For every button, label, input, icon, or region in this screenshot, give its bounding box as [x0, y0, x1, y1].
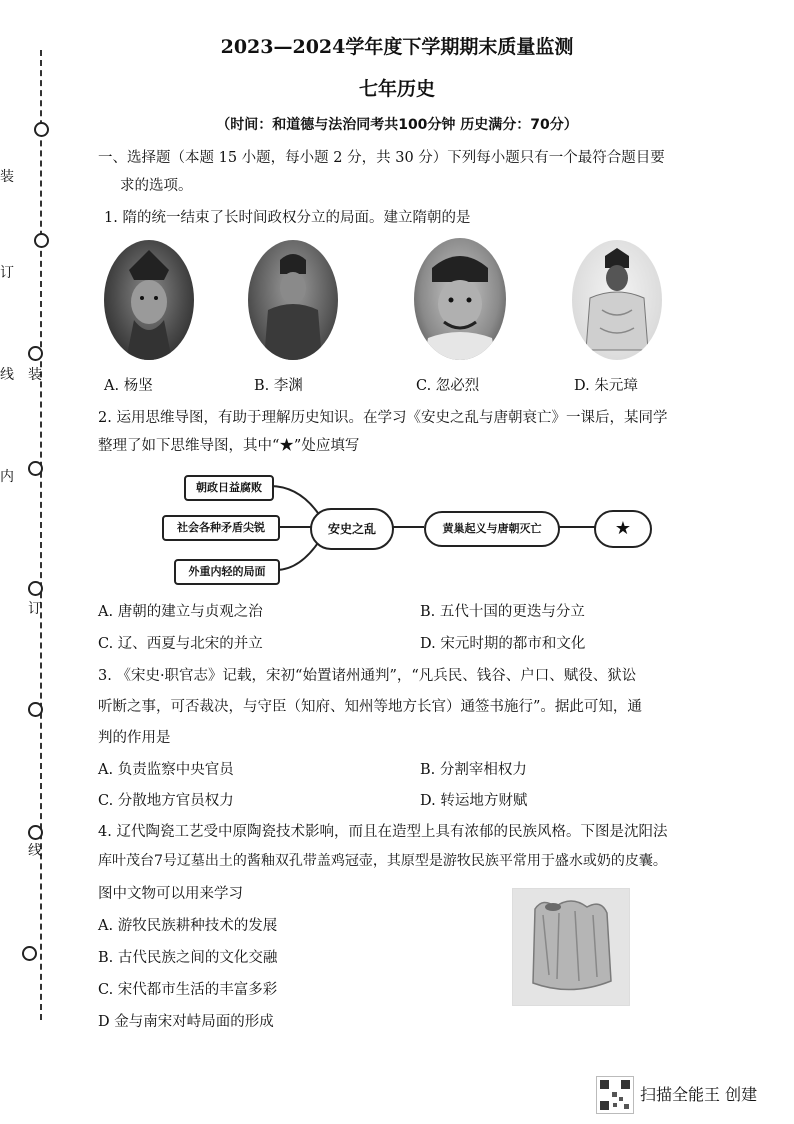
q2-option-d: D. 宋元时期的都市和文化	[420, 636, 586, 652]
margin-label: 装	[28, 367, 42, 383]
scanner-qr-icon	[596, 1076, 634, 1114]
q4-option-d: D 金与南宋对峙局面的形成	[98, 1014, 274, 1030]
q1-option-c: C. 忽必烈	[416, 378, 480, 394]
mind-map-next: 黄巢起义与唐朝灭亡	[424, 511, 560, 547]
q3-option-b: B. 分割宰相权力	[420, 762, 527, 778]
section-intro: 一、选择题（本题 15 小题，每小题 2 分，共 30 分）下列每小题只有一个最符合题目要	[98, 150, 665, 166]
mind-map-star: ★	[594, 510, 652, 548]
margin-label: 内	[0, 469, 14, 485]
section-intro: 求的选项。	[120, 178, 193, 194]
question-1-stem: 1. 隋的统一结束了长时间政权分立的局面。建立隋朝的是	[104, 210, 471, 226]
question-4-stem: 图中文物可以用来学习	[98, 886, 243, 902]
margin-label: 线	[0, 367, 14, 383]
question-2-stem: 2. 运用思维导图，有助于理解历史知识。在学习《安史之乱与唐朝衰亡》一课后，某同学	[98, 410, 668, 426]
q2-option-b: B. 五代十国的更迭与分立	[420, 604, 585, 620]
question-4-stem: 4. 辽代陶瓷工艺受中原陶瓷技术影响，而且在造型上具有浓郁的民族风格。下图是沈阳法	[98, 824, 668, 840]
mind-map-center: 安史之乱	[310, 508, 394, 550]
exam-subject: 七年历史	[358, 78, 435, 100]
footer-watermark-text: 扫描全能王 创建	[640, 1085, 758, 1104]
exam-info: （时间：和道德与法治同考共100分钟 历史满分：70分）	[216, 117, 578, 133]
q2-option-a: A. 唐朝的建立与贞观之治	[98, 604, 263, 620]
q4-option-b: B. 古代民族之间的文化交融	[98, 950, 278, 966]
q3-option-c: C. 分散地方官员权力	[98, 793, 234, 809]
margin-label: 订	[28, 601, 42, 617]
mind-map-cause-3: 外重内轻的局面	[174, 559, 280, 585]
mind-map-cause-1: 朝政日益腐败	[184, 475, 274, 501]
q1-option-b: B. 李渊	[254, 378, 303, 394]
q3-option-a: A. 负责监察中央官员	[98, 762, 234, 778]
question-3-stem: 3. 《宋史·职官志》记载，宋初“始置诸州通判”，“凡兵民、钱谷、户口、赋役、狱讼	[98, 668, 637, 684]
margin-label: 线	[28, 843, 42, 859]
margin-label: 装	[0, 169, 14, 185]
q1-option-a: A. 杨坚	[104, 378, 153, 394]
question-3-stem: 判的作用是	[98, 730, 171, 746]
q4-option-c: C. 宋代都市生活的丰富多彩	[98, 982, 278, 998]
artifact-photo	[512, 888, 630, 1006]
q1-option-d: D. 朱元璋	[574, 378, 638, 394]
q2-option-c: C. 辽、西夏与北宋的并立	[98, 636, 263, 652]
exam-title: 2023—2024学年度下学期期末质量监测	[220, 36, 574, 58]
mind-map-cause-2: 社会各种矛盾尖锐	[162, 515, 280, 541]
question-2-stem: 整理了如下思维导图，其中“★”处应填写	[98, 438, 360, 454]
q3-option-d: D. 转运地方财赋	[420, 793, 528, 809]
q4-option-a: A. 游牧民族耕种技术的发展	[98, 918, 278, 934]
question-4-stem: 库叶茂台7号辽墓出土的酱釉双孔带盖鸡冠壶，其原型是游牧民族平常用于盛水或奶的皮囊。	[98, 853, 667, 869]
question-3-stem: 听断之事，可否裁决，与守臣（知府、知州等地方长官）通签书施行”。据此可知，通	[98, 699, 642, 715]
margin-label: 订	[0, 265, 14, 281]
